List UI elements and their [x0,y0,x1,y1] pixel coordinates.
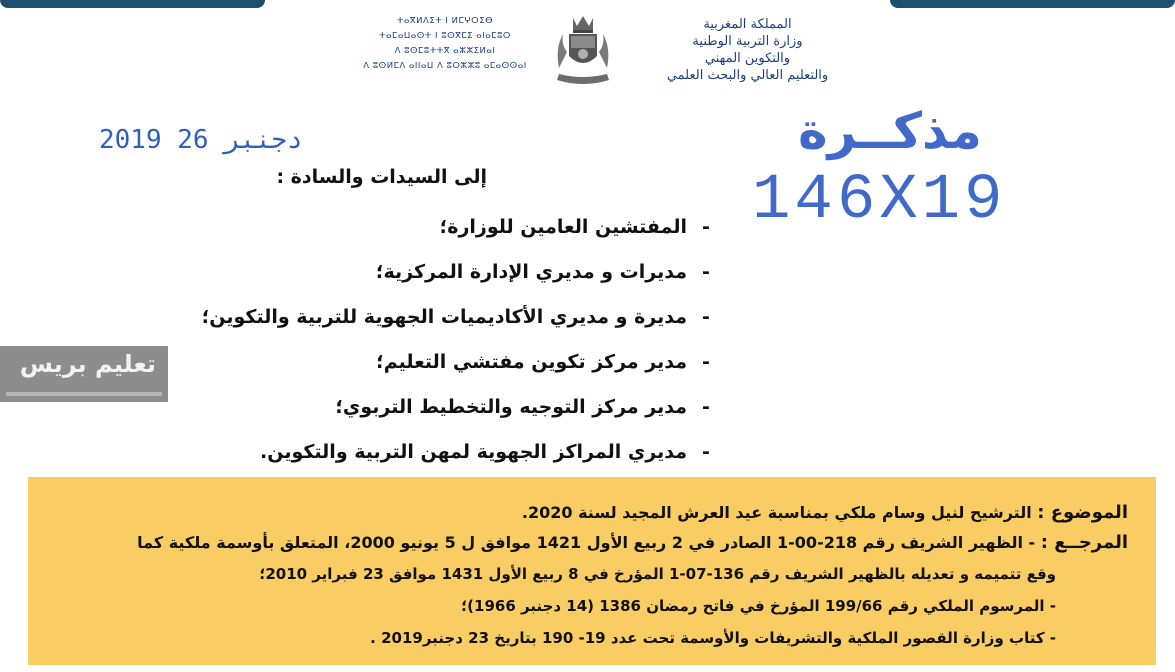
tifinagh-line: ⴷ ⵓⵙⵍⵎⴷ ⴰⵏⵏⴰⵡ ⴷ ⵓⵔⵣⵣⵓ ⴰⵎⴰⵙⵙⴰⵏ [363,61,527,71]
bullet-dash: - [702,260,710,283]
coat-of-arms-icon [551,8,615,86]
tifinagh-line: ⵜⴰⵎⴰⵡⴰⵙⵜ ⵏ ⵓⵙⴳⵎⵉ ⴰⵏⴰⵎⵓⵔ [379,31,511,41]
recipients-list [202,204,725,474]
reference-text: وقع تتميمه و تعديله بالظهير الشريف رقم 136-07-1 المؤرخ في 8 ربيع الأول 1431 موافق 23 فبراير 2010؛ [259,565,1056,583]
subject-reference-box [28,477,1156,665]
subject-line [522,502,1128,523]
tifinagh-line: ⵜⴰⴳⵍⴷⵉⵜ ⵏ ⵍⵎⵖⵔⵉⴱ [396,16,494,26]
recipient-text: مديرة و مديري الأكاديميات الجهوية للتربية والتكوين؛ [201,305,687,328]
list-item [202,294,725,339]
date-stamp: 2019 دجنبر 26 [99,125,303,155]
bullet-dash: - [702,395,710,418]
list-item [202,429,725,474]
list-item [202,249,725,294]
reference-text: - المرسوم الملكي رقم 199/66 المؤرخ في فاتح رمضان 1386 (14 دجنبر 1966)؛ [461,597,1056,615]
reference-text: - كتاب وزارة القصور الملكية والتشريفات والأوسمة تحت عدد 19- 190 بتاريخ 23 دجنبر2019 . [370,629,1056,647]
subject-text: الترشيح لنيل وسام ملكي بمناسبة عيد العرش المجيد لسنة 2020. [521,503,1032,522]
ministry-name-line: والتعليم العالي والبحث العلمي [666,68,829,83]
top-right-decoration [890,0,1175,8]
recipient-text: المفتشين العامين للوزارة؛ [439,215,687,238]
watermark-divider [6,392,162,396]
list-item [202,384,725,429]
site-watermark [0,346,168,402]
top-left-decoration [0,0,265,8]
header-arabic [645,16,850,84]
bullet-dash: - [702,305,710,328]
memo-title-stamp: مذكــرة [798,102,982,160]
header-tifinagh [345,14,545,74]
recipient-text: مديرات و مديري الإدارة المركزية؛ [375,260,687,283]
recipient-text: مدير مركز تكوين مفتشي التعليم؛ [376,350,687,373]
recipient-text: مديري المراكز الجهوية لمهن التربية والتكوين. [260,440,687,463]
memo-number-stamp: 146X19 [752,165,1007,237]
ministry-name-line: والتكوين المهني [704,51,791,66]
list-item [202,339,725,384]
bullet-dash: - [702,350,710,373]
reference-line [137,532,1128,553]
bullet-dash: - [702,440,710,463]
addressee-heading: إلى السيدات والسادة : [276,166,487,188]
reference-label: المرجــع : [1040,532,1128,553]
list-item [202,204,725,249]
reference-text: - الظهير الشريف رقم 218-00-1 الصادر في 2 ربيع الأول 1421 موافق ل 5 يونيو 2000، المتعلق بأوسمة ملكية كما [137,533,1036,552]
kingdom-name: المملكة المغربية [703,17,792,32]
ministry-name-line: وزارة التربية الوطنية [692,34,803,49]
recipient-text: مدير مركز التوجيه والتخطيط التربوي؛ [335,395,687,418]
watermark-text: تعليم بريس [19,350,156,378]
bullet-dash: - [702,215,710,238]
subject-label: الموضوع : [1037,502,1128,523]
tifinagh-line: ⴷ ⵓⵙⵎⵓⵜⵜⴳ ⴰⵣⵣⵉⵍⴰⵏ [394,46,496,56]
